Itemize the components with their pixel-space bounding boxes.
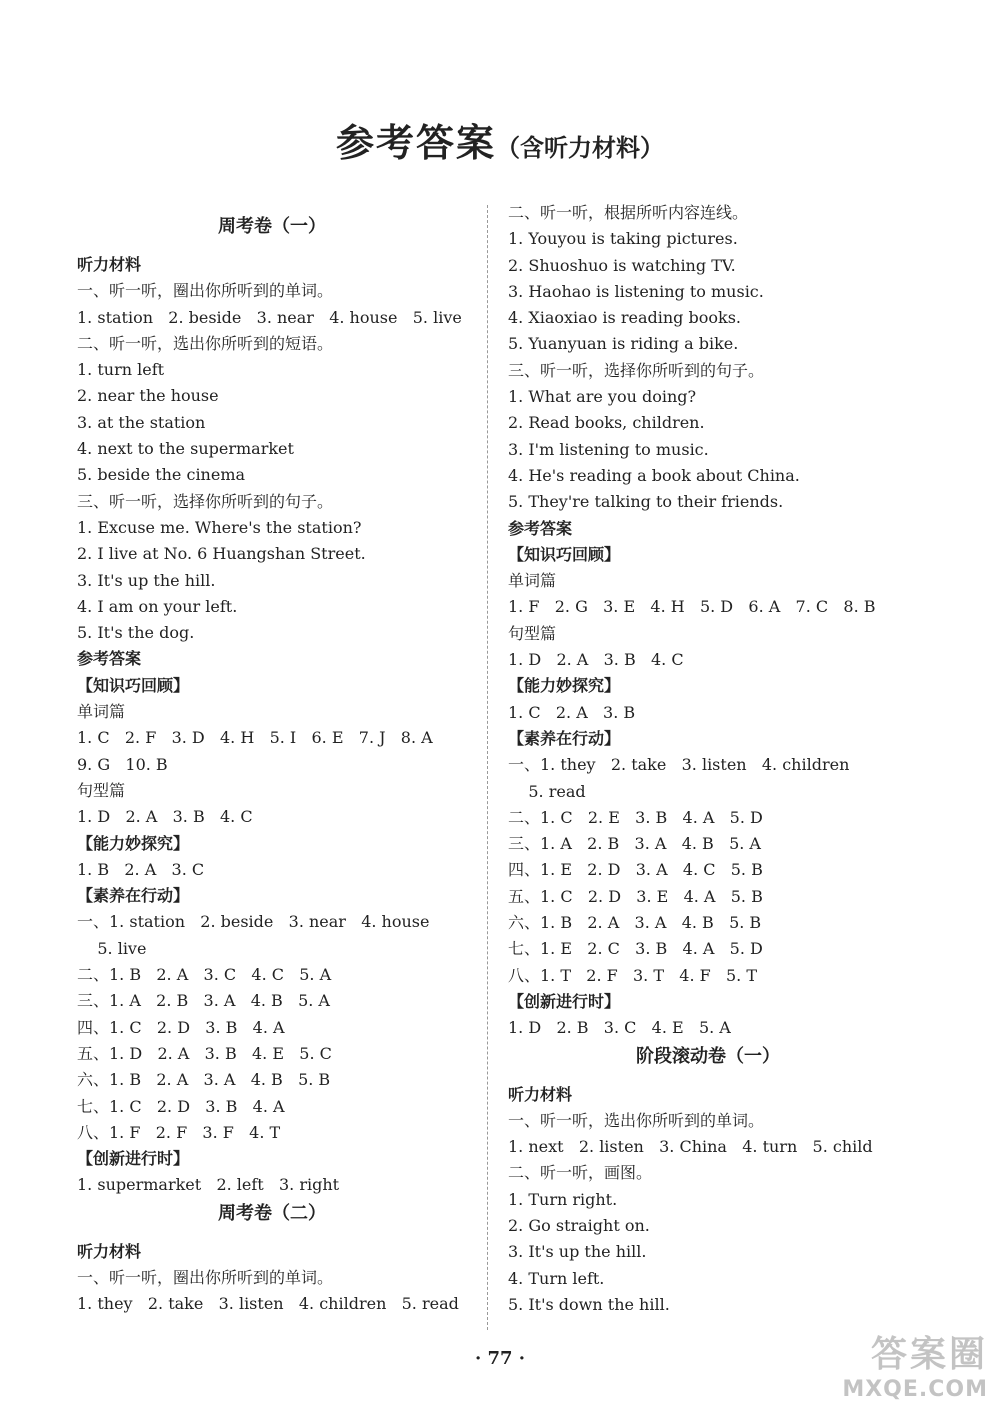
left-text-line: 一、1. station 2. beside 3. near 4. house [77, 912, 430, 932]
left-heading: 参考答案 [77, 649, 142, 669]
right-text-line: 1. F 2. G 3. E 4. H 5. D 6. A 7. C 8. B [508, 597, 876, 617]
left-text-line: 1. C 2. F 3. D 4. H 5. I 6. E 7. J 8. A [77, 728, 433, 748]
left-text-line: 句型篇 [77, 780, 126, 800]
left-column [77, 212, 467, 1318]
right-text-line: 5. It's down the hill. [508, 1294, 670, 1314]
right-text-line: 4. He's reading a book about China. [508, 465, 800, 485]
left-text-line: 二、听一听，选出你所听到的短语。 [77, 333, 334, 353]
left-text-line: 5. It's the dog. [77, 623, 195, 643]
left-heading: 【知识巧回顾】 [77, 675, 190, 695]
right-text-line: 2. Read books, children. [508, 413, 705, 433]
left-text-line: 1. D 2. A 3. B 4. C [77, 807, 253, 827]
left-text-line: 八、1. F 2. F 3. F 4. T [77, 1122, 281, 1142]
right-text-line: 二、1. C 2. E 3. B 4. A 5. D [508, 807, 763, 827]
left-text-line: 3. at the station [77, 412, 206, 432]
left-text-line: 1. they 2. take 3. listen 4. children 5. read [77, 1294, 459, 1314]
right-text-line: 5. read [508, 781, 586, 801]
right-text-line: 1. D 2. A 3. B 4. C [508, 650, 684, 670]
right-text-line: 1. D 2. B 3. C 4. E 5. A [508, 1018, 731, 1038]
right-text-line: 5. They're talking to their friends. [508, 492, 784, 512]
left-text-line: 1. turn left [77, 360, 165, 380]
right-text-line: 3. It's up the hill. [508, 1242, 647, 1262]
right-text-line: 单词篇 [508, 571, 557, 591]
right-text-line: 1. Turn right. [508, 1189, 618, 1209]
right-section-title: 阶段滚动卷（一） [636, 1045, 780, 1067]
right-text-line: 3. I'm listening to music. [508, 439, 709, 459]
left-heading: 听力材料 [77, 1241, 142, 1261]
left-text-line: 1. Excuse me. Where's the station? [77, 517, 362, 537]
left-text-line: 六、1. B 2. A 3. A 4. B 5. B [77, 1070, 331, 1090]
left-text-line: 单词篇 [77, 702, 126, 722]
right-heading: 听力材料 [508, 1084, 573, 1104]
title-sub: （含听力材料） [496, 133, 664, 162]
left-text-line: 9. G 10. B [77, 754, 168, 774]
right-text-line: 2. Go straight on. [508, 1215, 650, 1235]
left-text-line: 1. B 2. A 3. C [77, 859, 205, 879]
right-heading: 【能力妙探究】 [508, 676, 621, 696]
watermark [842, 1326, 988, 1402]
left-text-line: 三、1. A 2. B 3. A 4. B 5. A [77, 991, 330, 1011]
left-text-line: 3. It's up the hill. [77, 570, 216, 590]
left-text-line: 一、听一听，圈出你所听到的单词。 [77, 281, 334, 301]
left-heading: 听力材料 [77, 255, 142, 274]
left-heading: 【能力妙探究】 [77, 833, 190, 853]
watermark-url: MXQE.COM [842, 1377, 988, 1402]
right-text-line: 4. Xiaoxiao is reading books. [508, 308, 741, 328]
right-text-line: 1. next 2. listen 3. China 4. turn 5. child [508, 1137, 873, 1157]
left-text-line: 2. I live at No. 6 Huangshan Street. [77, 544, 366, 564]
right-text-line: 一、听一听，选出你所听到的单词。 [508, 1110, 765, 1130]
right-column [508, 200, 908, 1318]
left-text-line: 4. I am on your left. [77, 596, 238, 616]
right-text-line: 二、听一听，根据所听内容连线。 [508, 203, 749, 222]
left-text-line: 五、1. D 2. A 3. B 4. E 5. C [77, 1043, 332, 1063]
left-text-line: 四、1. C 2. D 3. B 4. A [77, 1017, 285, 1037]
right-heading: 参考答案 [508, 518, 573, 538]
right-heading: 【素养在行动】 [508, 728, 621, 748]
right-text-line: 七、1. E 2. C 3. B 4. A 5. D [508, 939, 763, 959]
right-text-line: 2. Shuoshuo is watching TV. [508, 255, 736, 275]
left-text-line: 5. live [77, 938, 147, 958]
right-text-line: 4. Turn left. [508, 1268, 605, 1288]
right-text-line: 1. Youyou is taking pictures. [508, 229, 738, 249]
left-text-line: 二、1. B 2. A 3. C 4. C 5. A [77, 965, 332, 985]
right-text-line: 1. C 2. A 3. B [508, 702, 636, 722]
right-text-line: 六、1. B 2. A 3. A 4. B 5. B [508, 913, 762, 933]
left-text-line: 2. near the house [77, 386, 219, 406]
right-text-line: 八、1. T 2. F 3. T 4. F 5. T [508, 965, 758, 985]
right-text-line: 三、听一听，选择你所听到的句子。 [508, 360, 765, 380]
right-text-line: 3. Haohao is listening to music. [508, 281, 764, 301]
right-text-line: 句型篇 [508, 623, 557, 643]
right-heading: 【创新进行时】 [508, 991, 621, 1011]
left-heading: 【素养在行动】 [77, 886, 190, 906]
left-section-title: 周考卷（一） [218, 216, 326, 237]
right-text-line: 1. What are you doing? [508, 387, 697, 407]
left-text-line: 1. station 2. beside 3. near 4. house 5. live [77, 307, 462, 327]
left-text-line: 4. next to the supermarket [77, 439, 294, 459]
left-text-line: 5. beside the cinema [77, 465, 246, 485]
right-text-line: 5. Yuanyuan is riding a bike. [508, 334, 739, 354]
watermark-logo-text: 答案圈 [870, 1334, 988, 1375]
left-text-line: 一、听一听，圈出你所听到的单词。 [77, 1267, 334, 1287]
page-number: · 77 · [474, 1348, 526, 1369]
left-text-line: 1. supermarket 2. left 3. right [77, 1175, 340, 1195]
left-text-line: 三、听一听，选择你所听到的句子。 [77, 491, 334, 511]
left-section-title: 周考卷（二） [218, 1202, 326, 1224]
right-text-line: 三、1. A 2. B 3. A 4. B 5. A [508, 834, 761, 854]
right-text-line: 五、1. C 2. D 3. E 4. A 5. B [508, 886, 763, 906]
left-heading: 【创新进行时】 [77, 1149, 190, 1169]
left-text-line: 七、1. C 2. D 3. B 4. A [77, 1096, 285, 1116]
title-main: 参考答案 [335, 120, 496, 165]
page-title [0, 112, 1000, 167]
right-heading: 【知识巧回顾】 [508, 544, 621, 564]
right-text-line: 一、1. they 2. take 3. listen 4. children [508, 755, 850, 775]
column-divider [487, 205, 488, 1330]
right-text-line: 四、1. E 2. D 3. A 4. C 5. B [508, 860, 763, 880]
right-text-line: 二、听一听，画图。 [508, 1163, 653, 1183]
